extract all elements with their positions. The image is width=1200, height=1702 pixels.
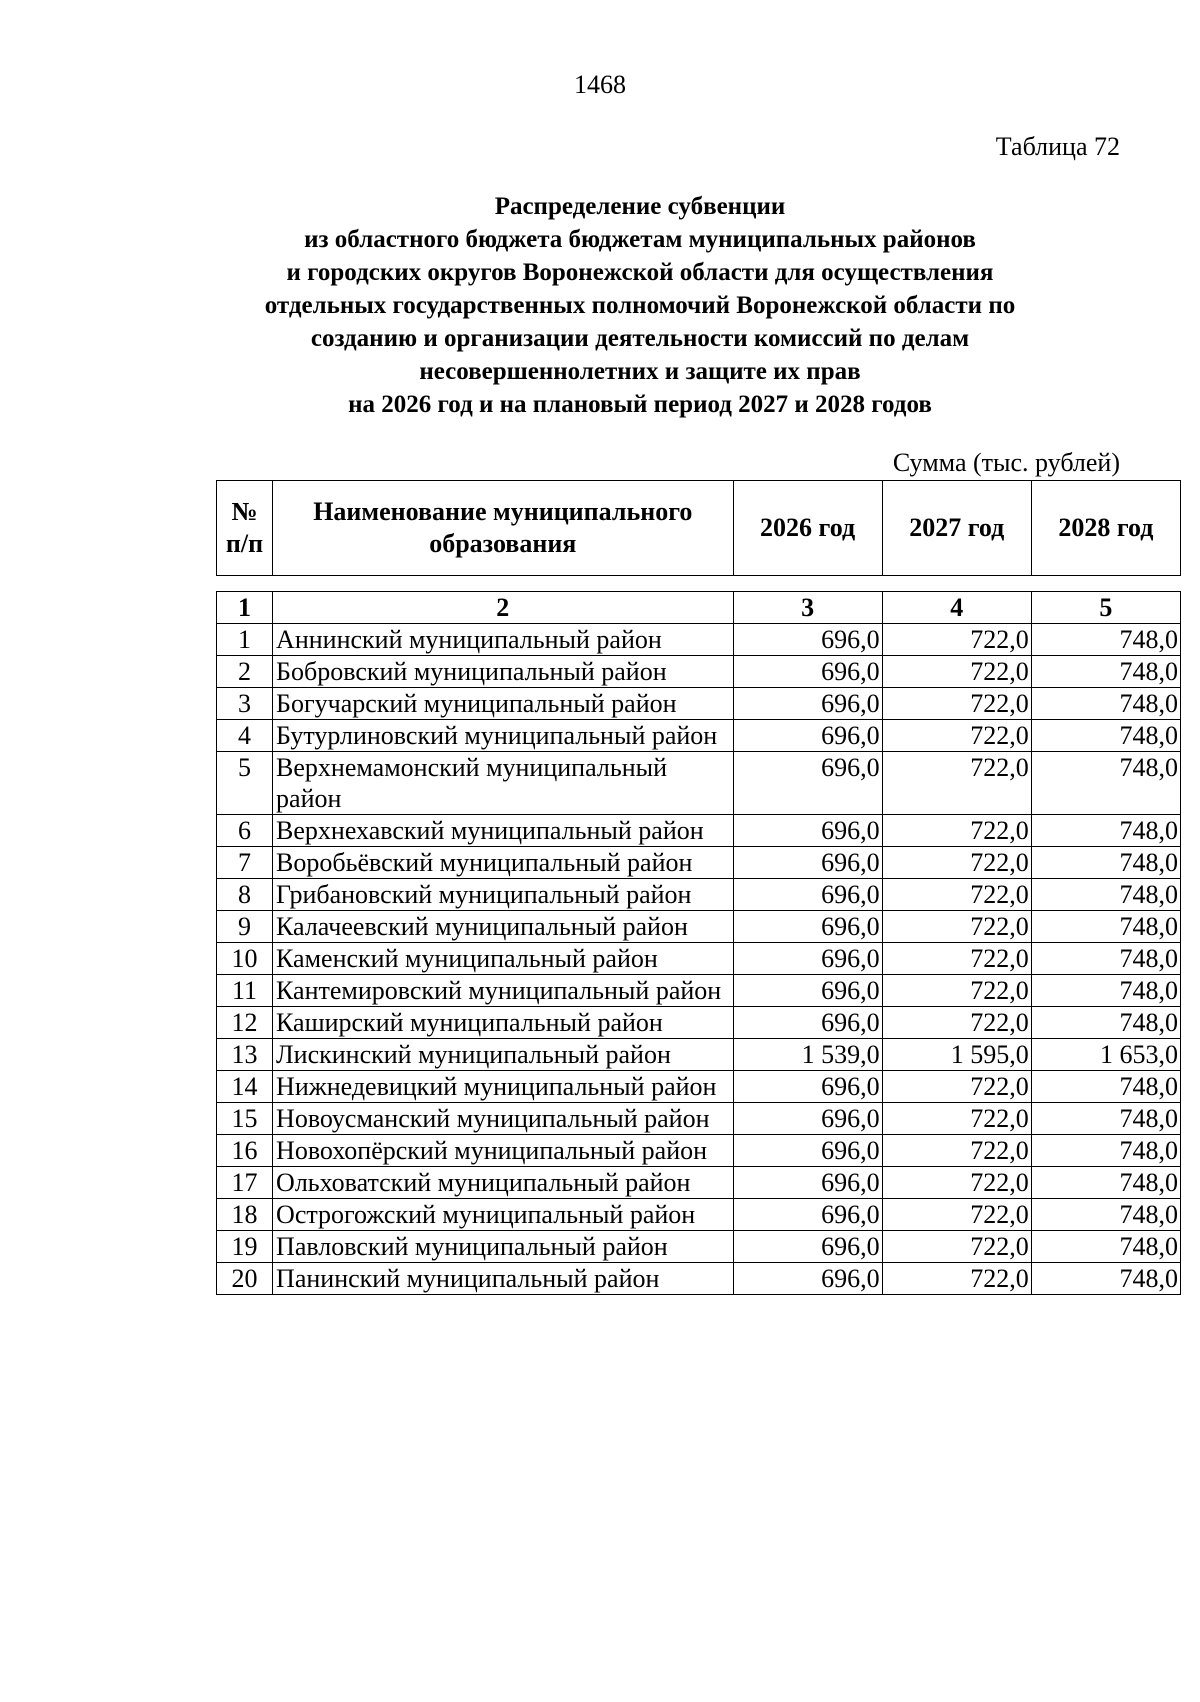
row-name-cell: Лискинский муниципальный район — [273, 1039, 733, 1071]
row-number-cell: 15 — [217, 1103, 273, 1135]
row-2027-cell: 722,0 — [882, 1103, 1031, 1135]
row-2026-cell: 1 539,0 — [733, 1039, 882, 1071]
row-number-cell: 17 — [217, 1167, 273, 1199]
row-name-cell: Верхнемамонский муниципальный район — [273, 752, 733, 815]
row-2028-cell: 748,0 — [1031, 879, 1180, 911]
table-row — [217, 943, 1181, 975]
row-2028-cell: 748,0 — [1031, 1263, 1180, 1295]
row-name-cell: Верхнехавский муниципальный район — [273, 815, 733, 847]
table-row — [217, 624, 1181, 656]
column-number: 2 — [273, 592, 733, 624]
row-number-cell: 12 — [217, 1007, 273, 1039]
table-row — [217, 879, 1181, 911]
row-name-cell: Новоусманский муниципальный район — [273, 1103, 733, 1135]
row-number-cell: 3 — [217, 688, 273, 720]
row-2027-cell: 722,0 — [882, 1263, 1031, 1295]
table-row — [217, 815, 1181, 847]
table-row — [217, 911, 1181, 943]
row-2028-cell: 748,0 — [1031, 656, 1180, 688]
row-name-cell: Аннинский муниципальный район — [273, 624, 733, 656]
row-name-cell: Каменский муниципальный район — [273, 943, 733, 975]
row-2028-cell: 748,0 — [1031, 1199, 1180, 1231]
row-2027-cell: 722,0 — [882, 1167, 1031, 1199]
row-2027-cell: 722,0 — [882, 1199, 1031, 1231]
row-name-cell: Нижнедевицкий муниципальный район — [273, 1071, 733, 1103]
column-number: 4 — [882, 592, 1031, 624]
table-row — [217, 1135, 1181, 1167]
row-name-cell: Калачеевский муниципальный район — [273, 911, 733, 943]
row-number-cell: 14 — [217, 1071, 273, 1103]
row-name-cell: Богучарский муниципальный район — [273, 688, 733, 720]
row-2028-cell: 748,0 — [1031, 943, 1180, 975]
row-2027-cell: 722,0 — [882, 975, 1031, 1007]
header-2028: 2028 год — [1031, 481, 1180, 576]
row-name-cell: Воробьёвский муниципальный район — [273, 847, 733, 879]
table-row — [217, 1167, 1181, 1199]
table-row — [217, 688, 1181, 720]
row-2028-cell: 748,0 — [1031, 1231, 1180, 1263]
title-line: созданию и организации деятельности комиссий по делам — [310, 325, 970, 352]
row-2026-cell: 696,0 — [733, 1231, 882, 1263]
row-number-cell: 16 — [217, 1135, 273, 1167]
row-2028-cell: 748,0 — [1031, 1167, 1180, 1199]
row-name-cell: Каширский муниципальный район — [273, 1007, 733, 1039]
row-2027-cell: 722,0 — [882, 815, 1031, 847]
row-2026-cell: 696,0 — [733, 752, 882, 815]
title-line: и городских округов Воронежской области для осуществления — [286, 259, 994, 286]
row-2028-cell: 748,0 — [1031, 911, 1180, 943]
row-2027-cell: 722,0 — [882, 688, 1031, 720]
row-2028-cell: 748,0 — [1031, 688, 1180, 720]
row-2026-cell: 696,0 — [733, 656, 882, 688]
row-2028-cell: 748,0 — [1031, 1103, 1180, 1135]
title-line: из областного бюджета бюджетам муниципальных районов — [304, 226, 976, 253]
column-number: 5 — [1031, 592, 1180, 624]
row-2027-cell: 722,0 — [882, 1071, 1031, 1103]
table-row — [217, 1199, 1181, 1231]
row-2027-cell: 722,0 — [882, 911, 1031, 943]
row-2026-cell: 696,0 — [733, 1007, 882, 1039]
row-2026-cell: 696,0 — [733, 624, 882, 656]
row-2026-cell: 696,0 — [733, 1103, 882, 1135]
row-number-cell: 4 — [217, 720, 273, 752]
row-2028-cell: 748,0 — [1031, 815, 1180, 847]
row-2026-cell: 696,0 — [733, 688, 882, 720]
title-line: Распределение субвенции — [494, 193, 786, 220]
row-number-cell: 6 — [217, 815, 273, 847]
row-2026-cell: 696,0 — [733, 911, 882, 943]
title-line: на 2026 год и на плановый период 2027 и 2028 годов — [348, 391, 932, 418]
row-name-cell: Бутурлиновский муниципальный район — [273, 720, 733, 752]
row-2028-cell: 748,0 — [1031, 1007, 1180, 1039]
row-number-cell: 13 — [217, 1039, 273, 1071]
row-number-cell: 1 — [217, 624, 273, 656]
row-2028-cell: 748,0 — [1031, 752, 1180, 815]
table-row — [217, 720, 1181, 752]
row-number-cell: 8 — [217, 879, 273, 911]
table-row — [217, 975, 1181, 1007]
row-2026-cell: 696,0 — [733, 1071, 882, 1103]
row-number-cell: 2 — [217, 656, 273, 688]
row-2028-cell: 748,0 — [1031, 720, 1180, 752]
row-2026-cell: 696,0 — [733, 943, 882, 975]
table-row — [217, 1231, 1181, 1263]
units-label: Сумма (тыс. рублей) — [892, 448, 1120, 477]
table-header — [216, 480, 1181, 576]
table-row — [217, 1103, 1181, 1135]
row-name-cell: Ольховатский муниципальный район — [273, 1167, 733, 1199]
table-row — [217, 752, 1181, 815]
header-no: № п/п — [217, 481, 273, 576]
row-2027-cell: 1 595,0 — [882, 1039, 1031, 1071]
table-label: Таблица 72 — [995, 132, 1120, 161]
title-line: отдельных государственных полномочий Воронежской области по — [264, 292, 1016, 319]
row-number-cell: 7 — [217, 847, 273, 879]
row-2027-cell: 722,0 — [882, 943, 1031, 975]
table-row — [217, 1263, 1181, 1295]
row-2026-cell: 696,0 — [733, 879, 882, 911]
row-2027-cell: 722,0 — [882, 624, 1031, 656]
page-number: 1468 — [574, 70, 626, 99]
row-2028-cell: 748,0 — [1031, 1135, 1180, 1167]
row-2027-cell: 722,0 — [882, 656, 1031, 688]
header-2026: 2026 год — [733, 481, 882, 576]
row-name-cell: Новохопёрский муниципальный район — [273, 1135, 733, 1167]
header-2027: 2027 год — [882, 481, 1031, 576]
row-number-cell: 9 — [217, 911, 273, 943]
row-2026-cell: 696,0 — [733, 975, 882, 1007]
table-row — [217, 1039, 1181, 1071]
row-2026-cell: 696,0 — [733, 720, 882, 752]
column-number: 1 — [217, 592, 273, 624]
row-number-cell: 10 — [217, 943, 273, 975]
row-2026-cell: 696,0 — [733, 1135, 882, 1167]
table-row — [217, 1007, 1181, 1039]
data-table — [216, 591, 1181, 1295]
row-2028-cell: 748,0 — [1031, 1071, 1180, 1103]
row-2028-cell: 748,0 — [1031, 847, 1180, 879]
row-name-cell: Панинский муниципальный район — [273, 1263, 733, 1295]
header-name: Наименование муниципального образования — [273, 481, 733, 576]
row-2027-cell: 722,0 — [882, 752, 1031, 815]
table-row — [217, 847, 1181, 879]
row-2026-cell: 696,0 — [733, 1199, 882, 1231]
row-2028-cell: 1 653,0 — [1031, 1039, 1180, 1071]
column-numbers-row — [217, 592, 1181, 624]
row-name-cell: Кантемировский муниципальный район — [273, 975, 733, 1007]
row-2026-cell: 696,0 — [733, 815, 882, 847]
row-2026-cell: 696,0 — [733, 847, 882, 879]
row-name-cell: Павловский муниципальный район — [273, 1231, 733, 1263]
table-row — [217, 656, 1181, 688]
table-row — [217, 1071, 1181, 1103]
row-2027-cell: 722,0 — [882, 1231, 1031, 1263]
row-2028-cell: 748,0 — [1031, 975, 1180, 1007]
row-number-cell: 11 — [217, 975, 273, 1007]
row-2027-cell: 722,0 — [882, 1007, 1031, 1039]
row-2027-cell: 722,0 — [882, 720, 1031, 752]
row-2026-cell: 696,0 — [733, 1167, 882, 1199]
row-2026-cell: 696,0 — [733, 1263, 882, 1295]
row-2027-cell: 722,0 — [882, 1135, 1031, 1167]
document-title — [200, 190, 1080, 421]
row-number-cell: 19 — [217, 1231, 273, 1263]
row-name-cell: Острогожский муниципальный район — [273, 1199, 733, 1231]
row-number-cell: 18 — [217, 1199, 273, 1231]
row-2028-cell: 748,0 — [1031, 624, 1180, 656]
row-2027-cell: 722,0 — [882, 847, 1031, 879]
row-name-cell: Грибановский муниципальный район — [273, 879, 733, 911]
row-number-cell: 20 — [217, 1263, 273, 1295]
row-name-cell: Бобровский муниципальный район — [273, 656, 733, 688]
row-number-cell: 5 — [217, 752, 273, 815]
title-line: несовершеннолетних и защите их прав — [419, 358, 861, 385]
row-2027-cell: 722,0 — [882, 879, 1031, 911]
column-number: 3 — [733, 592, 882, 624]
